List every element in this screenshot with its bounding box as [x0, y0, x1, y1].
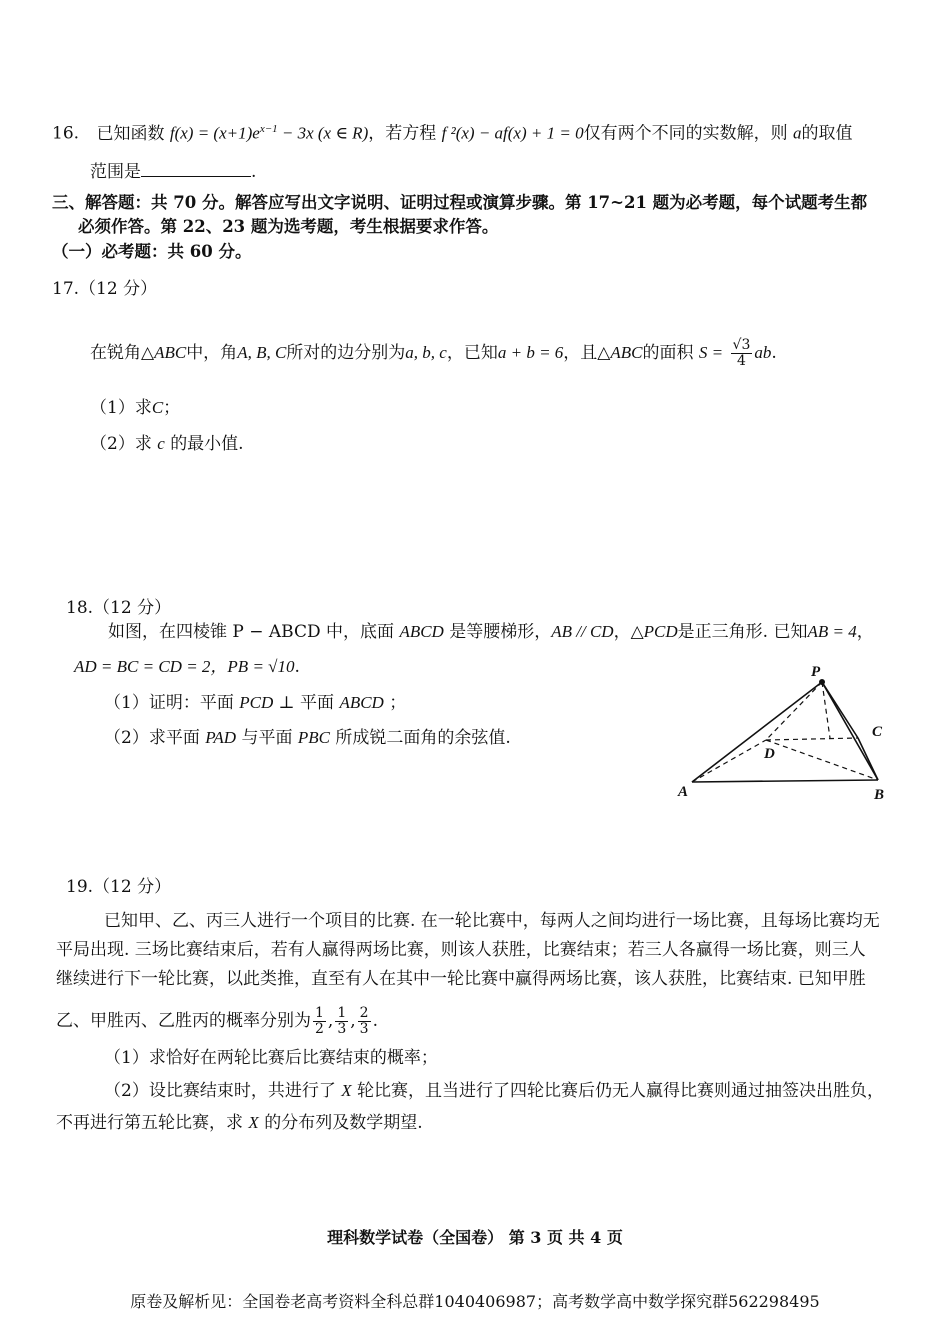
q16-range-label: 范围是	[90, 162, 141, 182]
q17-area-fraction	[731, 338, 753, 369]
q17-stem-e: ，且△	[563, 343, 611, 363]
section3-title-cont: 必须作答。第 22、23 题为选考题，考生根据要求作答。	[78, 217, 499, 236]
page-footer-info: 理科数学试卷（全国卷） 第 3 页 共 4 页	[327, 1228, 623, 1247]
q19-line2: 平局出现. 三场比赛结束后，若有人赢得两场比赛，则该人获胜，比赛结束；若三人各赢得一场比赛，则三人	[56, 940, 866, 960]
q19-prob-1-den: 2	[315, 1021, 324, 1037]
q17-angles: A, B, C	[237, 343, 287, 362]
q18-base: ABCD	[399, 622, 444, 641]
label-A: A	[678, 784, 689, 800]
q17-stem-a: 在锐角△	[90, 343, 155, 363]
q18-p2-end: 所成锐二面角的余弦值.	[335, 728, 511, 748]
q18-pb-val: √10	[268, 657, 295, 676]
q19-prob-3	[358, 1006, 371, 1037]
edge-PD	[766, 682, 822, 740]
edge-PA	[692, 682, 822, 782]
q19-line4-end: .	[372, 1011, 378, 1031]
q18-part1	[104, 692, 406, 714]
q16-line1	[52, 118, 853, 145]
q19-prob-3-den: 3	[359, 1021, 369, 1037]
label-B: B	[874, 787, 885, 803]
pyramid-figure	[670, 660, 910, 810]
q18-ab-eq: AB = 4	[807, 622, 857, 641]
q16-comma: ，若方程	[368, 123, 437, 144]
page-footer-source: 原卷及解析见：全国卷老高考资料全科总群1040406987；高考数学高中数学探究群562298495	[130, 1292, 820, 1311]
q16-answer-blank	[141, 160, 251, 177]
q17-p2-end: 的最小值.	[170, 434, 244, 454]
q18-p1-mid: ⊥ 平面	[278, 693, 335, 713]
q17-stem-b: 中，角	[186, 343, 238, 363]
q19-p2-a: （2）设比赛结束时，共进行了	[104, 1081, 336, 1101]
edge-AB	[692, 780, 878, 782]
q18-part2	[104, 727, 511, 749]
edge-DC	[766, 738, 858, 740]
q16-equation: f ²(x) − af(x) + 1 = 0	[441, 123, 584, 143]
q19-p2-var: X	[341, 1081, 352, 1100]
q18-parallel: AB // CD	[551, 622, 614, 641]
q17-area-s: S =	[698, 343, 724, 362]
q16-exponent: x−1	[259, 123, 278, 135]
q19-line1: 已知甲、乙、丙三人进行一个项目的比赛. 在一轮比赛中，每两人之间均进行一场比赛，且每场比赛均无	[104, 911, 880, 931]
q17-stem-d: ，已知	[446, 343, 498, 363]
q19-p2-var2: X	[248, 1113, 259, 1132]
q17-p1-var: C	[151, 398, 164, 417]
q19-prob-2-num: 1	[337, 1005, 347, 1021]
q18-stem-c: ，△	[613, 622, 644, 642]
q17-period: .	[771, 343, 777, 363]
q16-line2	[90, 160, 256, 183]
q17-p2-label: （2）求	[90, 434, 152, 454]
q17-frac-den: 4	[736, 353, 746, 369]
q18-p2-plane1: PAD	[205, 728, 237, 747]
q17-stem	[90, 338, 777, 369]
q18-stem-d: 是正三角形. 已知	[677, 622, 808, 642]
q17-sides: a, b, c	[405, 343, 447, 362]
q19-prob-1-num: 1	[315, 1005, 324, 1021]
edge-AD	[692, 740, 766, 782]
q16-prefix: 已知函数	[96, 123, 165, 144]
edge-PC	[822, 682, 858, 738]
q16-number: 16.	[52, 123, 80, 144]
q19-part1: （1）求恰好在两轮比赛后比赛结束的概率；	[104, 1048, 438, 1068]
q18-stem-line1	[108, 621, 874, 643]
q17-sum: a + b = 6	[497, 343, 564, 362]
label-P: P	[811, 664, 821, 680]
q19-p2-c: 不再进行第五轮比赛，求	[56, 1113, 243, 1133]
q19-part2	[104, 1080, 884, 1102]
q18-pb-label: ，PB =	[210, 657, 269, 676]
q19-prob-2	[335, 1006, 348, 1037]
q17-p1-label: （1）求	[90, 398, 152, 418]
q17-part1	[90, 397, 180, 419]
q19-header: 19.（12 分）	[66, 877, 172, 897]
q19-p2-d: 的分布列及数学期望.	[264, 1113, 423, 1133]
q16-function-tail: − 3x (x ∈ R)	[277, 123, 369, 143]
section3-title: 三、解答题：共 70 分。解答应写出文字说明、证明过程或演算步骤。第 17~21 题为必考题，每个试题考生都	[52, 193, 868, 212]
q19-line4-a: 乙、甲胜丙、乙胜丙的概率分别为	[56, 1011, 311, 1031]
q17-stem-f: 的面积	[642, 343, 694, 363]
q18-stem-b: 是等腰梯形，	[449, 622, 552, 642]
q17-abc: ABC	[154, 343, 187, 362]
q18-p1: （1）证明：平面	[104, 693, 234, 713]
q17-header: 17.（12 分）	[52, 279, 158, 299]
q18-stem-line2	[74, 656, 300, 678]
q19-p2-b: 轮比赛，且当进行了四轮比赛后仍无人赢得比赛则通过抽签决出胜负，	[357, 1081, 885, 1101]
section3-sub: （一）必考题：共 60 分。	[52, 242, 252, 261]
q18-pcd: PCD	[643, 622, 678, 641]
label-D: D	[764, 746, 775, 762]
q18-p2-plane2: PBC	[297, 728, 331, 747]
q19-prob-2-den: 3	[337, 1021, 347, 1037]
q19-line3: 继续进行下一轮比赛，以此类推，直至有人在其中一轮比赛中赢得两场比赛，该人获胜，比赛结束. 已知甲胜	[56, 969, 866, 989]
q17-p2-var: c	[157, 434, 165, 453]
edge-PB	[822, 682, 878, 780]
q18-stem-end: .	[294, 657, 300, 677]
q19-prob-3-num: 2	[359, 1005, 369, 1021]
q19-part2-cont	[56, 1112, 423, 1134]
q19-prob-1	[313, 1006, 326, 1037]
q18-p1-end: ；	[389, 693, 407, 713]
q18-lengths: AD = BC = CD = 2	[74, 657, 211, 676]
q18-p1-plane1: PCD	[239, 693, 274, 712]
q16-ask: 的取值	[801, 123, 853, 144]
q18-p2-mid: 与平面	[241, 728, 293, 748]
q17-abc-2: ABC	[610, 343, 643, 362]
q17-frac-num: √3	[732, 337, 751, 353]
label-C: C	[872, 724, 883, 740]
q18-p1-plane2: ABCD	[339, 693, 384, 712]
q18-p2: （2）求平面	[104, 728, 200, 748]
q17-p1-end: ；	[163, 398, 181, 418]
q16-range-end: .	[251, 162, 257, 182]
q18-stem-a: 如图，在四棱锥 P − ABCD 中，底面	[108, 622, 395, 642]
q18-stem-e: ，	[856, 622, 874, 642]
q18-header: 18.（12 分）	[66, 598, 172, 618]
q16-function-expr: f(x) = (x+1)e	[169, 123, 260, 143]
q17-part2	[90, 433, 244, 455]
q16-condition: 仅有两个不同的实数解，则	[583, 123, 788, 144]
q16-var-a: a	[793, 123, 802, 143]
q17-area-tail: ab	[754, 343, 772, 362]
q19-line4: 乙、甲胜丙、乙胜丙的概率分别为 $\frac{1}{2}$ , $\frac{1}{3}$ , $\frac{2}{3}$ .	[56, 1005, 378, 1037]
q17-stem-c: 所对的边分别为	[286, 343, 406, 363]
